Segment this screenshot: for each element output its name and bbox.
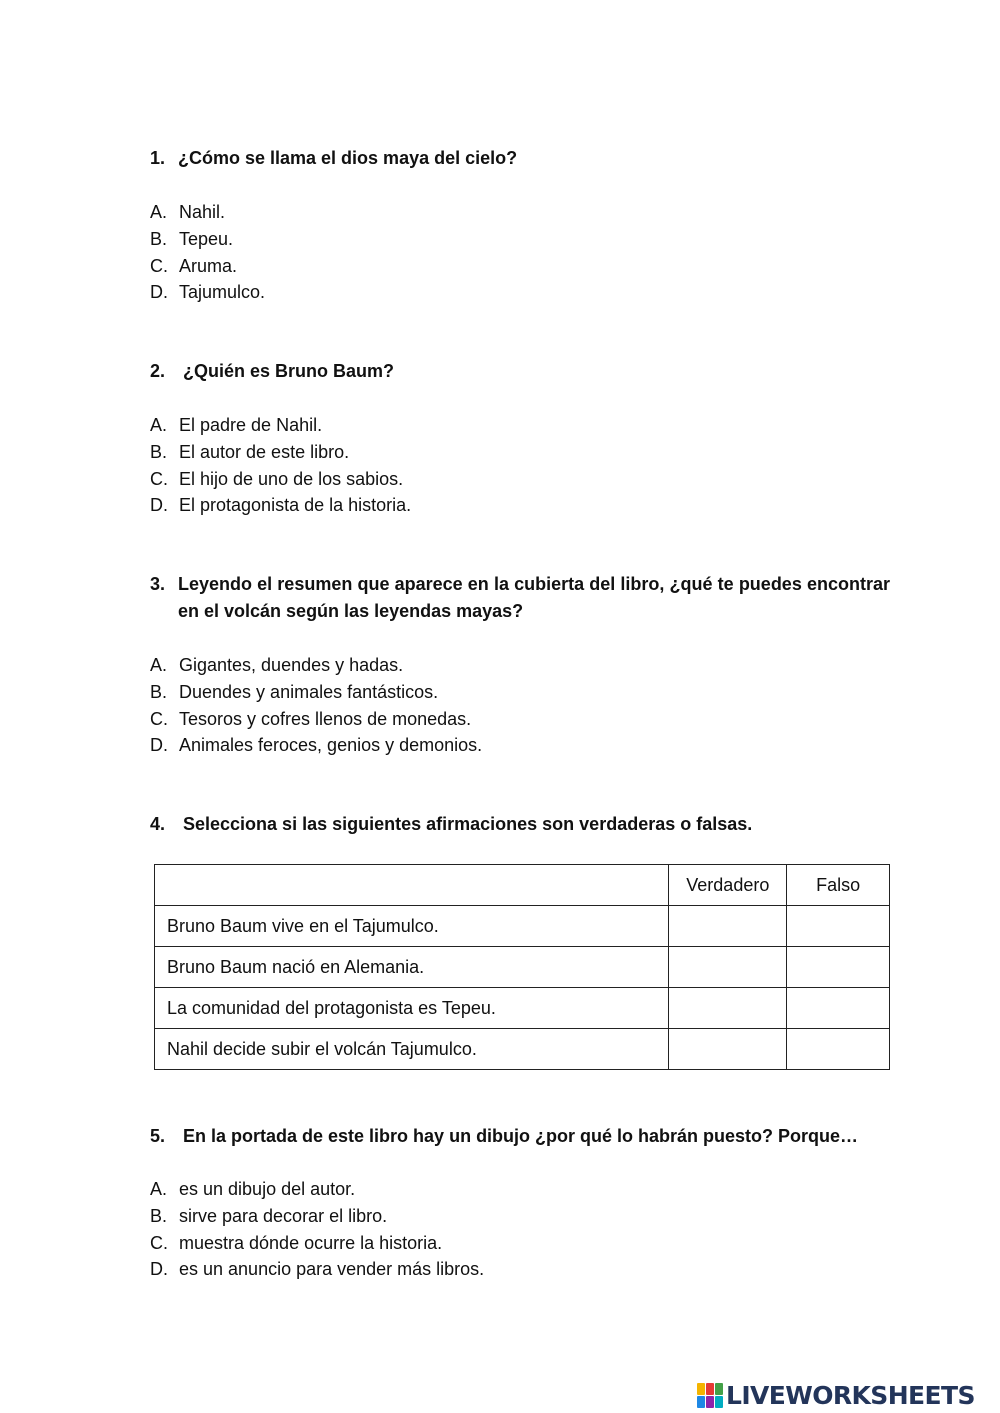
table-row <box>155 906 890 947</box>
option-1a[interactable] <box>150 199 890 226</box>
option-2b[interactable] <box>150 439 890 466</box>
false-answer-cell[interactable] <box>787 988 890 1029</box>
question-2-options <box>150 412 890 519</box>
statement-cell: La comunidad del protagonista es Tepeu. <box>155 988 669 1029</box>
option-text: El autor de este libro. <box>179 441 350 462</box>
question-1-options <box>150 199 890 306</box>
option-letter: A. <box>150 202 168 222</box>
logo-text: LIVEWORKSHEETS <box>726 1380 975 1410</box>
option-2d[interactable] <box>150 492 890 519</box>
option-letter: B. <box>150 681 168 702</box>
table-header-row <box>155 865 890 906</box>
option-5a[interactable] <box>150 1176 890 1203</box>
option-letter: B. <box>150 228 168 249</box>
option-3d[interactable] <box>150 732 890 759</box>
question-text: En la portada de este libro hay un dibujo ¿por qué lo habrán puesto? Porque… <box>183 1126 859 1146</box>
option-text: es un dibujo del autor. <box>179 1179 356 1199</box>
option-text: El padre de Nahil. <box>179 415 323 435</box>
option-2c[interactable] <box>150 466 890 493</box>
option-text: Nahil. <box>179 202 226 222</box>
question-5 <box>150 1123 890 1150</box>
question-2 <box>150 358 890 385</box>
true-answer-cell[interactable] <box>669 1029 787 1070</box>
option-1b[interactable] <box>150 226 890 253</box>
liveworksheets-logo <box>697 1380 975 1410</box>
option-text: es un anuncio para vender más libros. <box>179 1259 485 1280</box>
true-answer-cell[interactable] <box>669 906 787 947</box>
liveworksheets-logo-icon <box>697 1383 723 1408</box>
option-letter: C. <box>150 468 168 489</box>
option-letter: B. <box>150 441 168 462</box>
true-answer-cell[interactable] <box>669 947 787 988</box>
logo-block <box>715 1396 723 1408</box>
option-text: muestra dónde ocurre la historia. <box>179 1232 443 1253</box>
question-text: ¿Cómo se llama el dios maya del cielo? <box>178 148 518 168</box>
question-5-options <box>150 1176 890 1283</box>
option-letter: B. <box>150 1205 168 1226</box>
option-letter: D. <box>150 735 168 756</box>
table-header-false: Falso <box>787 865 890 906</box>
option-text: El protagonista de la historia. <box>179 495 412 516</box>
option-text: El hijo de uno de los sabios. <box>179 468 404 489</box>
option-letter: A. <box>150 1179 168 1199</box>
question-number: 2. <box>150 361 166 381</box>
option-3a[interactable] <box>150 652 890 679</box>
option-3b[interactable] <box>150 679 890 706</box>
logo-block <box>715 1383 723 1395</box>
option-text: Aruma. <box>179 255 238 276</box>
option-text: Animales feroces, genios y demonios. <box>179 735 483 756</box>
logo-block <box>697 1396 705 1408</box>
option-letter: D. <box>150 495 168 516</box>
option-2a[interactable] <box>150 412 890 439</box>
option-text: sirve para decorar el libro. <box>179 1205 388 1226</box>
option-text: Gigantes, duendes y hadas. <box>179 655 404 675</box>
table-row <box>155 947 890 988</box>
question-number: 3. <box>150 574 166 594</box>
option-3c[interactable] <box>150 706 890 733</box>
option-letter: A. <box>150 655 168 675</box>
question-text: ¿Quién es Bruno Baum? <box>183 361 395 381</box>
logo-block <box>706 1383 714 1395</box>
option-text: Tesoros y cofres llenos de monedas. <box>179 708 472 729</box>
option-text: Tajumulco. <box>179 282 266 303</box>
table-row <box>155 988 890 1029</box>
logo-block <box>697 1383 705 1395</box>
question-3-options <box>150 652 890 759</box>
question-3 <box>150 571 890 625</box>
question-number: 4. <box>150 814 166 834</box>
option-1c[interactable] <box>150 253 890 280</box>
option-letter: A. <box>150 415 168 435</box>
false-answer-cell[interactable] <box>787 1029 890 1070</box>
true-answer-cell[interactable] <box>669 988 787 1029</box>
statement-cell: Bruno Baum nació en Alemania. <box>155 947 669 988</box>
option-letter: D. <box>150 282 168 303</box>
table-header-true: Verdadero <box>669 865 787 906</box>
statement-cell: Bruno Baum vive en el Tajumulco. <box>155 906 669 947</box>
option-letter: D. <box>150 1259 168 1280</box>
false-answer-cell[interactable] <box>787 906 890 947</box>
question-number: 5. <box>150 1126 166 1146</box>
question-text: Selecciona si las siguientes afirmaciones son verdaderas o falsas. <box>183 814 753 834</box>
table-row <box>155 1029 890 1070</box>
question-number: 1. <box>150 148 166 168</box>
false-answer-cell[interactable] <box>787 947 890 988</box>
question-text: Leyendo el resumen que aparece en la cubierta del libro, ¿qué te puedes encontrar en el volcán según las leyendas mayas? <box>178 574 890 621</box>
option-text: Tepeu. <box>179 228 234 249</box>
true-false-table <box>154 864 890 1070</box>
option-5d[interactable] <box>150 1256 890 1283</box>
option-5c[interactable] <box>150 1230 890 1257</box>
option-5b[interactable] <box>150 1203 890 1230</box>
statement-cell: Nahil decide subir el volcán Tajumulco. <box>155 1029 669 1070</box>
option-letter: C. <box>150 1232 168 1253</box>
option-letter: C. <box>150 708 168 729</box>
option-text: Duendes y animales fantásticos. <box>179 681 439 702</box>
option-letter: C. <box>150 255 168 276</box>
table-header-statement <box>155 865 669 906</box>
logo-block <box>706 1396 714 1408</box>
option-1d[interactable] <box>150 279 890 306</box>
question-1 <box>150 145 890 172</box>
question-4 <box>150 811 890 838</box>
